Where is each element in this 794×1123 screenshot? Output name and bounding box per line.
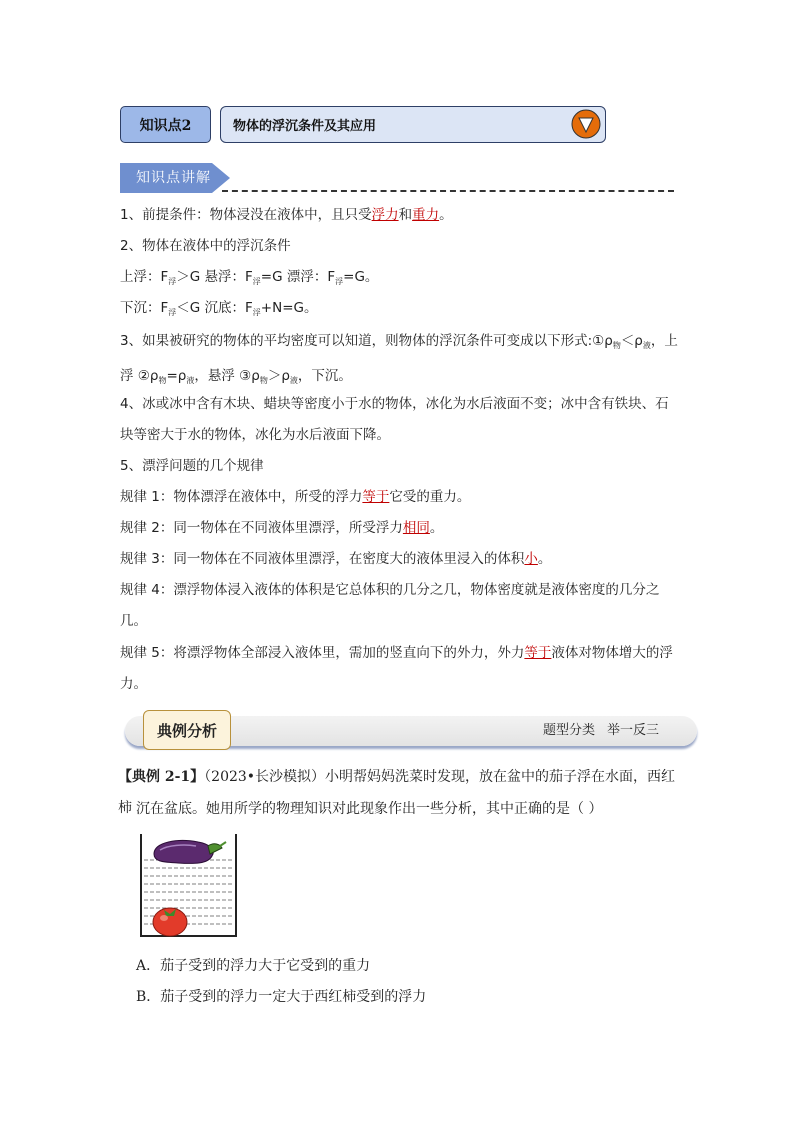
example-analysis-banner (125, 710, 697, 750)
point-5-density: 3、如果被研究的物体的平均密度可以知道，则物体的浮沉条件可变成以下形式$:①\rho_物<\rho_液$，上浮 $②\rho_物=\rho_液$，悬浮 $③\rho_物>\rho_液$，下沉。 (120, 333, 678, 385)
highlight-term: 小 (524, 551, 538, 567)
question-line-1: 【典例 2-1】（2023•长沙模拟）小明帮妈妈洗菜时发现，放在盆中的茄子浮在水面，西红柿 (118, 769, 676, 816)
knowledge-point-title (220, 106, 606, 143)
point-7-rules-heading: 5、漂浮问题的几个规律 (120, 458, 264, 474)
highlight-term: 相同 (402, 520, 430, 536)
highlight-term: 浮力 (371, 207, 399, 223)
lecture-tab (120, 163, 230, 193)
question-tag: 【典例 2-1】 (118, 769, 205, 785)
banner-right-2: 举一反三 (606, 723, 659, 738)
knowledge-point-title-text: 物体的浮沉条件及其应用 (233, 119, 377, 134)
banner-right-text (531, 716, 659, 746)
highlight-term: 重力 (412, 207, 440, 223)
knowledge-point-badge: 知识点2 (120, 106, 211, 143)
option-b: B．茄子受到的浮力一定大于西红柿受到的浮力 (136, 989, 427, 1005)
point-4-sink-conditions: 下沉：$F_浮<G$ 沉底：$F_浮+N=G$。 (120, 300, 318, 317)
lecture-label: 知识点讲解 (136, 170, 211, 186)
question-line-2: 沉在盆底。她用所学的物理知识对此现象作出一些分析，其中正确的是（ ） (136, 801, 603, 817)
eggplant-icon (154, 841, 226, 864)
knowledge-point-header (120, 106, 606, 143)
tomato-icon (153, 908, 187, 936)
rule-3: 规律 3：同一物体在不同液体里漂浮，在密度大的液体里浸入的体积小。 (120, 551, 552, 567)
down-triangle-icon (571, 109, 601, 139)
basin-figure (138, 832, 240, 940)
rule-4: 规律 4：漂浮物体浸入液体的体积是它总体积的几分之几，物体密度就是液体密度的几分之几。 (120, 582, 660, 629)
highlight-term: 等于 (362, 489, 390, 505)
point-2: 2、物体在液体中的浮沉条件 (120, 238, 291, 254)
point-3-float-conditions: 上浮：$F_浮>G$ 悬浮：$F_浮=G$ 漂浮：$F_浮=G$。 (120, 269, 379, 286)
banner-right-1: 题型分类 (542, 723, 595, 738)
point-1: 1、前提条件：物体浸没在液体中，且只受浮力和重力。 (120, 207, 453, 223)
rule-1: 规律 1：物体漂浮在液体中，所受的浮力等于它受的重力。 (120, 489, 471, 505)
option-a: A．茄子受到的浮力大于它受到的重力 (136, 958, 371, 974)
example-analysis-badge: 典例分析 (143, 710, 231, 750)
point-6-ice: 4、冰或冰中含有木块、蜡块等密度小于水的物体，冰化为水后液面不变；冰中含有铁块、石块等密大于水的物体，冰化为水后液面下降。 (120, 396, 669, 443)
rule-2: 规律 2：同一物体在不同液体里漂浮，所受浮力相同。 (120, 520, 444, 536)
highlight-term: 等于 (524, 645, 552, 661)
lecture-divider (222, 190, 674, 192)
rule-5: 规律 5：将漂浮物体全部浸入液体里，需加的竖直向下的外力，外力等于液体对物体增大的浮力。 (120, 645, 673, 692)
